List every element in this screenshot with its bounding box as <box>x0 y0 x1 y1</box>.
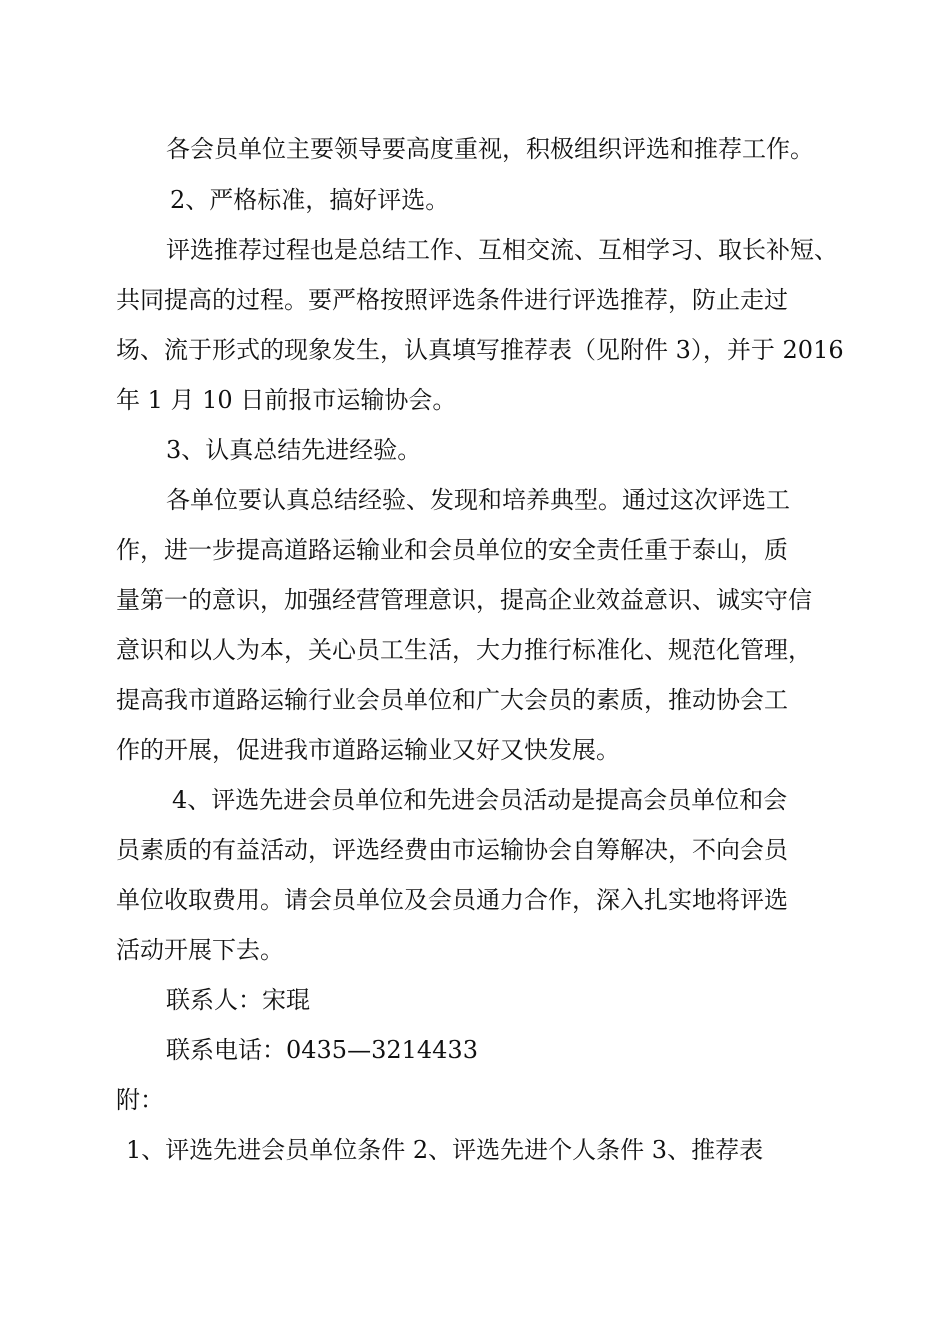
attachments-list: 1、评选先进会员单位条件 2、评选先进个人条件 3、推荐表 <box>126 1136 764 1164</box>
paragraph-line: 提高我市道路运输行业会员单位和广大会员的素质，推动协会工 <box>116 686 788 714</box>
section-heading-4: 4、评选先进会员单位和先进会员活动是提高会员单位和会 <box>172 786 788 814</box>
paragraph-line: 共同提高的过程。要严格按照评选条件进行评选推荐，防止走过 <box>116 286 788 314</box>
paragraph-line: 活动开展下去。 <box>116 936 284 964</box>
paragraph-line: 作，进一步提高道路运输业和会员单位的安全责任重于泰山，质 <box>116 536 788 564</box>
paragraph-line: 员素质的有益活动，评选经费由市运输协会自筹解决，不向会员 <box>116 836 788 864</box>
paragraph-line: 量第一的意识，加强经营管理意识，提高企业效益意识、诚实守信 <box>116 586 812 614</box>
attachments-label: 附： <box>116 1086 164 1114</box>
paragraph-line: 单位收取费用。请会员单位及会员通力合作，深入扎实地将评选 <box>116 886 788 914</box>
paragraph-line: 意识和以人为本，关心员工生活，大力推行标准化、规范化管理， <box>116 636 812 664</box>
paragraph-line: 各单位要认真总结经验、发现和培养典型。通过这次评选工 <box>166 486 790 514</box>
contact-person: 联系人：宋琨 <box>166 986 310 1014</box>
paragraph-line: 评选推荐过程也是总结工作、互相交流、互相学习、取长补短、 <box>166 236 838 264</box>
paragraph-line: 年 1 月 10 日前报市运输协会。 <box>116 386 457 414</box>
paragraph-line: 场、流于形式的现象发生，认真填写推荐表（见附件 3），并于 2016 <box>116 336 844 364</box>
section-heading-2: 2、严格标准，搞好评选。 <box>170 186 450 214</box>
section-heading-3: 3、认真总结先进经验。 <box>166 436 422 464</box>
contact-phone: 联系电话：0435—3214433 <box>166 1036 478 1064</box>
paragraph-line: 作的开展，促进我市道路运输业又好又快发展。 <box>116 736 620 764</box>
paragraph-line: 各会员单位主要领导要高度重视，积极组织评选和推荐工作。 <box>166 135 814 163</box>
